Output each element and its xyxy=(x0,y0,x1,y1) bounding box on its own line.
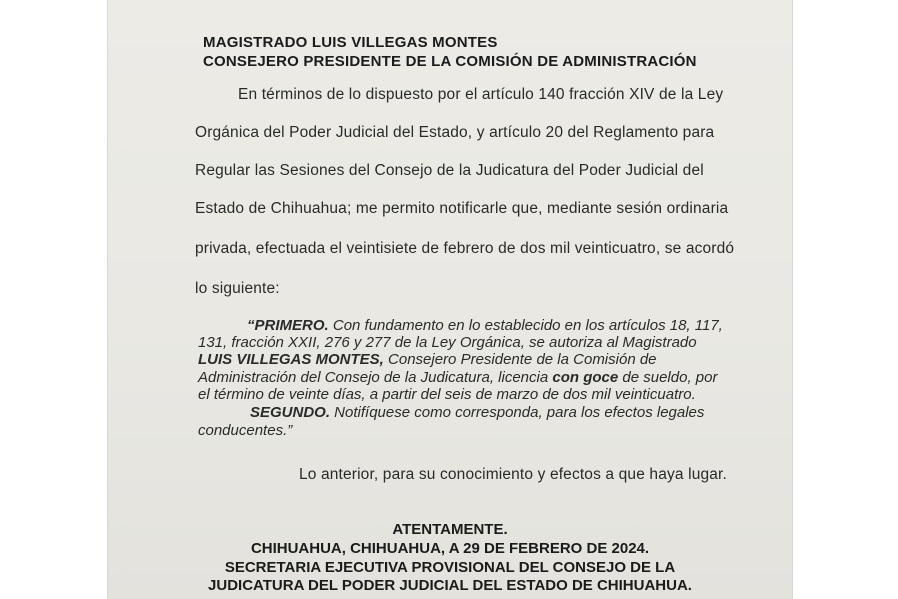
signature-office-line-2: JUDICATURA DEL PODER JUDICIAL DEL ESTADO DE CHIHUAHUA. xyxy=(208,577,692,594)
body-line-3: Regular las Sesiones del Consejo de la Judicatura del Poder Judicial del xyxy=(195,162,704,179)
addressee-title: CONSEJERO PRESIDENTE DE LA COMISIÓN DE ADMINISTRACIÓN xyxy=(203,53,697,70)
resolution-segundo-line-1 xyxy=(250,404,793,421)
primero-text-1: Con fundamento en lo establecido en los artículos 18, 117, xyxy=(328,317,723,334)
resolution-primero-line-1 xyxy=(247,317,793,334)
body-line-1: En términos de lo dispuesto por el artículo 140 fracción XIV de la Ley xyxy=(238,86,724,103)
addressee-name: MAGISTRADO LUIS VILLEGAS MONTES xyxy=(203,34,498,51)
signature-atentamente: ATENTAMENTE. xyxy=(392,521,508,538)
resolution-primero-line-5: el término de veinte días, a partir del seis de marzo de dos mil veinticuatro. xyxy=(198,386,696,403)
resolution-primero-line-4 xyxy=(198,369,758,386)
signature-place-date: CHIHUAHUA, CHIHUAHUA, A 29 DE FEBRERO DE 2024. xyxy=(250,540,650,557)
closing-line: Lo anterior, para su conocimiento y efectos a que haya lugar. xyxy=(299,466,727,483)
body-line-2: Orgánica del Poder Judicial del Estado, y artículo 20 del Reglamento para xyxy=(195,124,715,141)
magistrate-name: LUIS VILLEGAS MONTES, xyxy=(198,351,384,368)
primero-label: “PRIMERO. xyxy=(247,317,329,334)
body-line-4: Estado de Chihuahua; me permito notificarle que, mediante sesión ordinaria xyxy=(195,200,729,217)
signature-office-line-1: SECRETARIA EJECUTIVA PROVISIONAL DEL CONSEJO DE LA xyxy=(224,559,676,576)
resolution-primero-line-3 xyxy=(198,351,758,368)
primero-text-3: Consejero Presidente de la Comisión de xyxy=(383,351,657,368)
primero-text-4a: Administración del Consejo de la Judicatura, licencia xyxy=(198,369,553,386)
con-goce-emphasis: con goce xyxy=(552,369,619,386)
body-line-5: privada, efectuada el veintisiete de febrero de dos mil veinticuatro, se acordó xyxy=(195,240,735,257)
resolution-primero-line-2: 131, fracción XXII, 276 y 277 de la Ley Orgánica, se autoriza al Magistrado xyxy=(198,334,697,351)
resolution-segundo-line-2: conducentes.” xyxy=(198,422,293,439)
segundo-label: SEGUNDO. xyxy=(250,404,331,421)
segundo-text-1: Notifíquese como corresponda, para los efectos legales xyxy=(330,404,705,421)
body-line-6: lo siguiente: xyxy=(195,280,280,297)
document-page xyxy=(107,0,793,599)
primero-text-4b: de sueldo, por xyxy=(618,369,718,386)
